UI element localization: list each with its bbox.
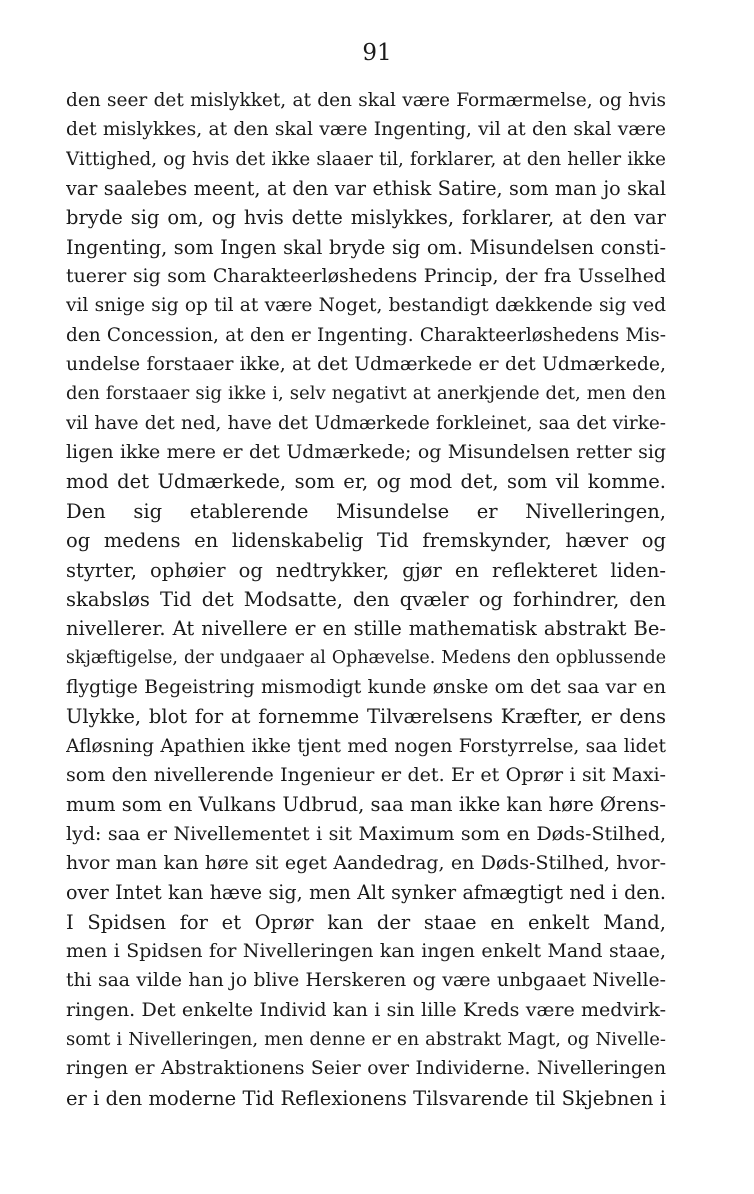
text-line: den forstaaer sig ikke i, selv negativt at anerkjende det, men den [66,383,666,405]
text-line: vil have det ned, have det Udmærkede forkleinet, saa det virke- [66,412,666,434]
text-line: Vittighed, og hvis det ikke slaaer til, forklarer, at den heller ikke [66,148,666,170]
page-number: 91 [362,40,392,66]
text-line: Den sig etablerende Misundelse er Nivelleringen, [66,499,666,523]
text-line: somt i Nivelleringen, men denne er en abstrakt Magt, og Nivelle- [66,1029,666,1050]
text-line: som den nivellerende Ingenieur er det. Er et Oprør i sit Maxi- [66,763,666,786]
text-line: undelse forstaaer ikke, at det Udmærkede er det Udmærkede, [66,354,666,376]
text-line: I Spidsen for et Oprør kan der staae en enkelt Mand, [66,910,666,934]
text-line: vil snige sig op til at være Noget, bestandigt dækkende sig ved [66,295,666,317]
text-line: nivellerer. At nivellere er en stille mathematisk abstrakt Be- [66,617,666,641]
text-line: skabsløs Tid det Modsatte, den qvæler og forhindrer, den [66,587,666,611]
text-line: men i Spidsen for Nivelleringen kan ingen enkelt Mand staae, [66,939,666,962]
text-line: ringen. Det enkelte Individ kan i sin lille Kreds være medvirk- [66,998,666,1021]
text-line: thi saa vilde han jo blive Herskeren og være unbgaaet Nivelle- [66,970,666,992]
text-line: var saalebes meent, at den var ethisk Satire, som man jo skal [66,177,666,201]
text-line: ligen ikke mere er det Udmærkede; og Misundelsen retter sig [66,441,666,464]
text-line: tuerer sig som Charakteerløshedens Princip, der fra Usselhed [66,265,666,288]
text-line: over Intet kan hæve sig, men Alt synker afmægtigt ned i den. [66,881,666,905]
body-text [66,86,666,1113]
text-line: mod det Udmærkede, som er, og mod det, som vil komme. [66,470,666,494]
text-line: den Concession, at den er Ingenting. Charakteerløshedens Mis- [66,324,666,346]
text-line: den seer det mislykket, at den skal være Formærmelse, og hvis [66,90,666,111]
text-line: det mislykkes, at den skal være Ingenting, vil at den skal være [66,119,666,141]
text-line: mum som en Vulkans Udbrud, saa man ikke kan høre Ørens- [66,793,666,817]
text-line: lyd: saa er Nivellementet i sit Maximum som en Døds-Stilhed, [66,822,666,845]
text-line: Afløsning Apathien ikke tjent med nogen Forstyrrelse, saa lidet [66,735,666,757]
text-line: flygtige Begeistring mismodigt kunde ønske om det saa var en [66,676,666,698]
text-line: ringen er Abstraktionens Seier over Individerne. Nivelleringen [66,1058,666,1080]
text-line: og medens en lidenskabelig Tid fremskynder, hæver og [66,529,666,553]
text-line: skjæftigelse, der undgaaer al Ophævelse. Medens den opblussende [66,647,666,668]
text-line: styrter, ophøier og nedtrykker, gjør en reflekteret liden- [66,558,666,582]
text-line: bryde sig om, og hvis dette mislykkes, forklarer, at den var [66,206,666,230]
text-line: Ulykke, blot for at fornemme Tilværelsens Kræfter, er dens [66,705,666,729]
text-line: Ingenting, som Ingen skal bryde sig om. Misundelsen consti- [66,235,666,259]
text-line: hvor man kan høre sit eget Aandedrag, en Døds-Stilhed, hvor- [66,851,666,874]
text-line: er i den moderne Tid Reflexionens Tilsvarende til Skjebnen i [66,1086,666,1110]
